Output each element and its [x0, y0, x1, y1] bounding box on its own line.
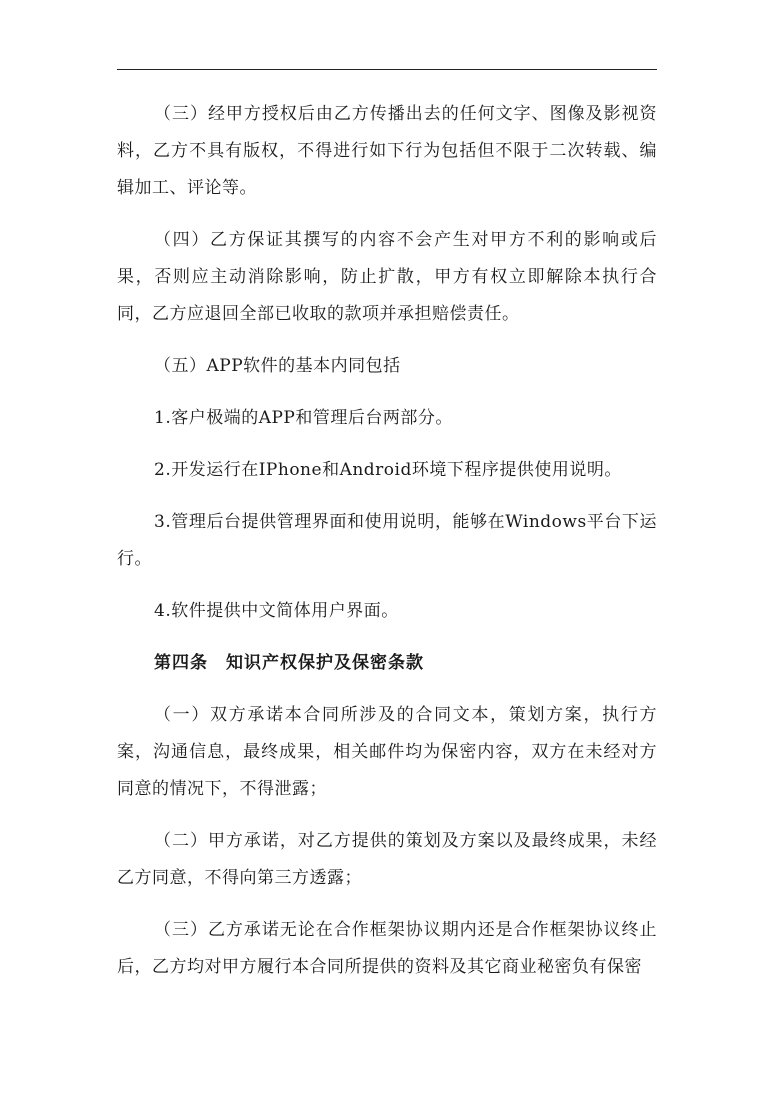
paragraph-confidential-2: （二）甲方承诺，对乙方提供的策划及方案以及最终成果，未经乙方同意，不得向第三方透露；	[117, 831, 657, 888]
paragraph-confidential-3: （三）乙方承诺无论在合作框架协议期内还是合作框架协议终止后，乙方均对甲方履行本合同所提供的资料及其它商业秘密负有保密	[117, 920, 657, 977]
paragraph-clause-4: （四）乙方保证其撰写的内容不会产生对甲方不利的影响或后果，否则应主动消除影响，防止扩散，甲方有权立即解除本执行合同，乙方应退回全部已收取的款项并承担赔偿责任。	[117, 230, 657, 324]
paragraph-clause-3: （三）经甲方授权后由乙方传播出去的任何文字、图像及影视资料，乙方不具有版权，不得进行如下行为包括但不限于二次转载、编辑加工、评论等。	[117, 104, 657, 198]
section-heading-article-4: 第四条 知识产权保护及保密条款	[154, 653, 424, 673]
list-item-2: 2.开发运行在IPhone和Android环境下程序提供使用说明。	[154, 460, 622, 480]
paragraph-confidential-1: （一）双方承诺本合同所涉及的合同文本，策划方案，执行方案，沟通信息，最终成果，相关邮件均为保密内容，双方在未经对方同意的情况下，不得泄露；	[117, 705, 657, 799]
list-item-4: 4.软件提供中文简体用户界面。	[154, 601, 399, 621]
list-item-3: 3.管理后台提供管理界面和使用说明，能够在Windows平台下运行。	[117, 512, 657, 569]
paragraph-clause-5: （五）APP软件的基本内同包括	[154, 356, 401, 376]
document-body	[117, 96, 657, 1001]
list-item-1: 1.客户极端的APP和管理后台两部分。	[154, 408, 453, 428]
header-rule	[117, 69, 657, 70]
